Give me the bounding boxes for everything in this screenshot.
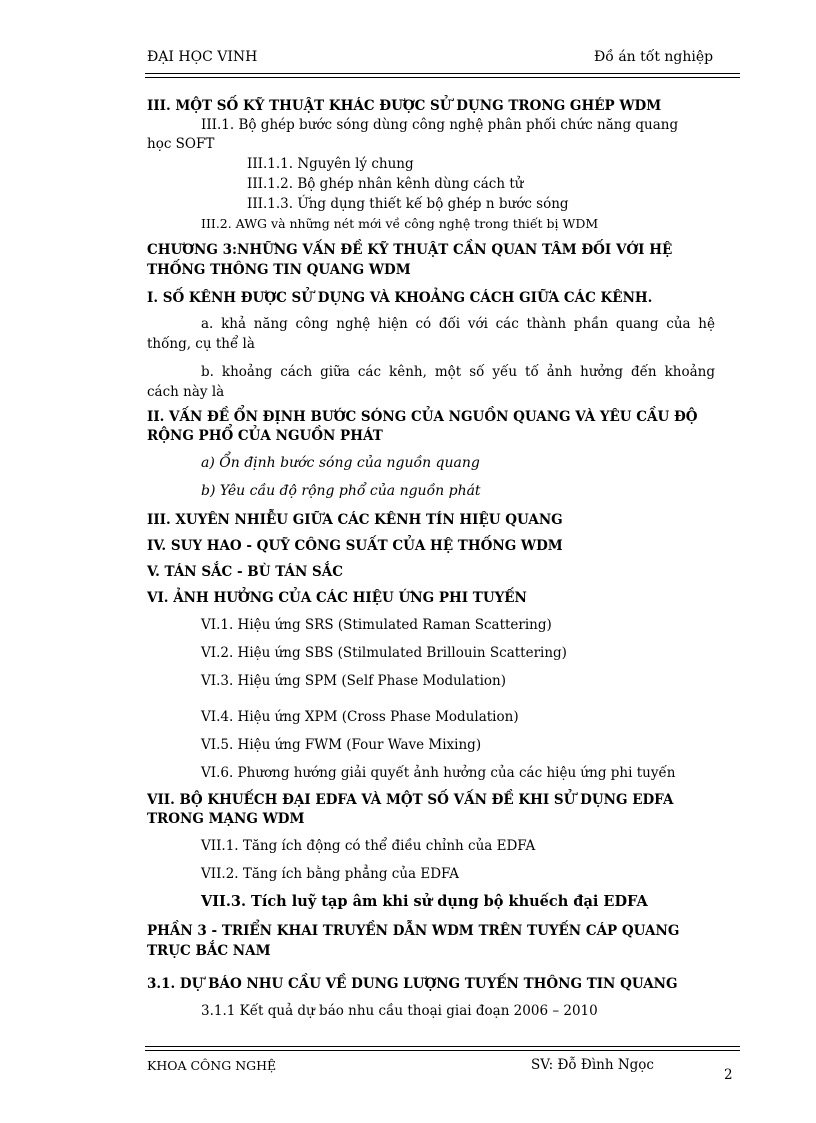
footer-left: KHOA CÔNG NGHỆ [147,1058,277,1073]
toc-line: a. khả năng công nghệ hiện có đối với các thành phần quang của hệ [201,316,715,332]
toc-line: 3.1. DỰ BÁO NHU CẦU VỀ DUNG LƯỢNG TUYẾN THÔNG TIN QUANG [147,976,678,992]
toc-line: TRONG MẠNG WDM [147,811,305,827]
toc-line: VI. ẢNH HƯỞNG CỦA CÁC HIỆU ỨNG PHI TUYẾN [147,590,527,606]
header-rule-top [145,73,740,74]
toc-line: b. khoảng cách giữa các kênh, một số yếu tố ảnh hưởng đến khoảng [201,364,715,380]
toc-line: VII.1. Tăng ích động có thể điều chỉnh của EDFA [201,838,536,854]
toc-line: RỘNG PHỔ CỦA NGUỒN PHÁT [147,428,383,444]
toc-line: PHẦN 3 - TRIỂN KHAI TRUYỀN DẪN WDM TRÊN TUYẾN CÁP QUANG [147,923,680,939]
toc-line: THỐNG THÔNG TIN QUANG WDM [147,262,411,278]
toc-line: học SOFT [147,136,215,152]
toc-line: III. MỘT SỐ KỸ THUẬT KHÁC ĐƯỢC SỬ DỤNG TRONG GHÉP WDM [147,98,662,114]
toc-line: III.1.2. Bộ ghép nhân kênh dùng cách tử [247,176,524,192]
footer-rule-bottom [145,1050,740,1051]
toc-line: IV. SUY HAO - QUỸ CÔNG SUẤT CỦA HỆ THỐNG WDM [147,538,563,554]
toc-line: III.2. AWG và những nét mới về công nghệ trong thiết bị WDM [201,216,599,231]
toc-line: VII.3. Tích luỹ tạp âm khi sử dụng bộ khuếch đại EDFA [201,893,648,910]
toc-line: III.1.1. Nguyên lý chung [247,156,414,172]
toc-line: VI.2. Hiệu ứng SBS (Stilmulated Brillouin Scattering) [201,645,567,661]
toc-line: a) Ổn định bước sóng của nguồn quang [201,455,480,471]
toc-line: III.1.3. Ứng dụng thiết kế bộ ghép n bước sóng [247,196,569,212]
toc-line: III.1. Bộ ghép bước sóng dùng công nghệ phân phối chức năng quang [201,117,679,133]
header-rule-bottom [145,77,740,78]
toc-line: VI.3. Hiệu ứng SPM (Self Phase Modulation) [201,673,507,689]
toc-line: b) Yêu cầu độ rộng phổ của nguồn phát [201,483,481,499]
toc-line: VI.4. Hiệu ứng XPM (Cross Phase Modulation) [201,709,519,725]
toc-line: 3.1.1 Kết quả dự báo nhu cầu thoại giai đoạn 2006 – 2010 [201,1003,598,1019]
footer-rule-top [145,1046,740,1047]
toc-line: VII.2. Tăng ích bằng phẳng của EDFA [201,866,459,882]
toc-line: VI.5. Hiệu ứng FWM (Four Wave Mixing) [201,737,482,753]
toc-line: thống, cụ thể là [147,336,255,352]
toc-line: II. VẤN ĐỀ ỔN ĐỊNH BƯỚC SÓNG CỦA NGUỒN QUANG VÀ YÊU CẦU ĐỘ [147,409,698,425]
toc-line: III. XUYÊN NHIỄU GIỮA CÁC KÊNH TÍN HIỆU QUANG [147,512,563,528]
toc-line: I. SỐ KÊNH ĐƯỢC SỬ DỤNG VÀ KHOẢNG CÁCH GIỮA CÁC KÊNH. [147,290,653,306]
toc-line: VI.6. Phương hướng giải quyết ảnh hưởng của các hiệu ứng phi tuyến [201,765,676,781]
toc-line: CHƯƠNG 3:NHỮNG VẤN ĐỀ KỸ THUẬT CẦN QUAN TÂM ĐỐI VỚI HỆ [147,242,673,258]
toc-line: TRỤC BẮC NAM [147,943,271,959]
toc-line: V. TÁN SẮC - BÙ TÁN SẮC [147,564,343,580]
header-left: ĐẠI HỌC VINH [147,49,258,65]
page-number: 2 [724,1067,733,1083]
header-right: Đồ án tốt nghiệp [594,49,714,65]
toc-line: cách này là [147,384,225,400]
toc-line: VI.1. Hiệu ứng SRS (Stimulated Raman Scattering) [201,617,552,633]
footer-right: SV: Đỗ Đình Ngọc [531,1057,654,1073]
toc-line: VII. BỘ KHUẾCH ĐẠI EDFA VÀ MỘT SỐ VẤN ĐỀ KHI SỬ DỤNG EDFA [147,792,674,808]
